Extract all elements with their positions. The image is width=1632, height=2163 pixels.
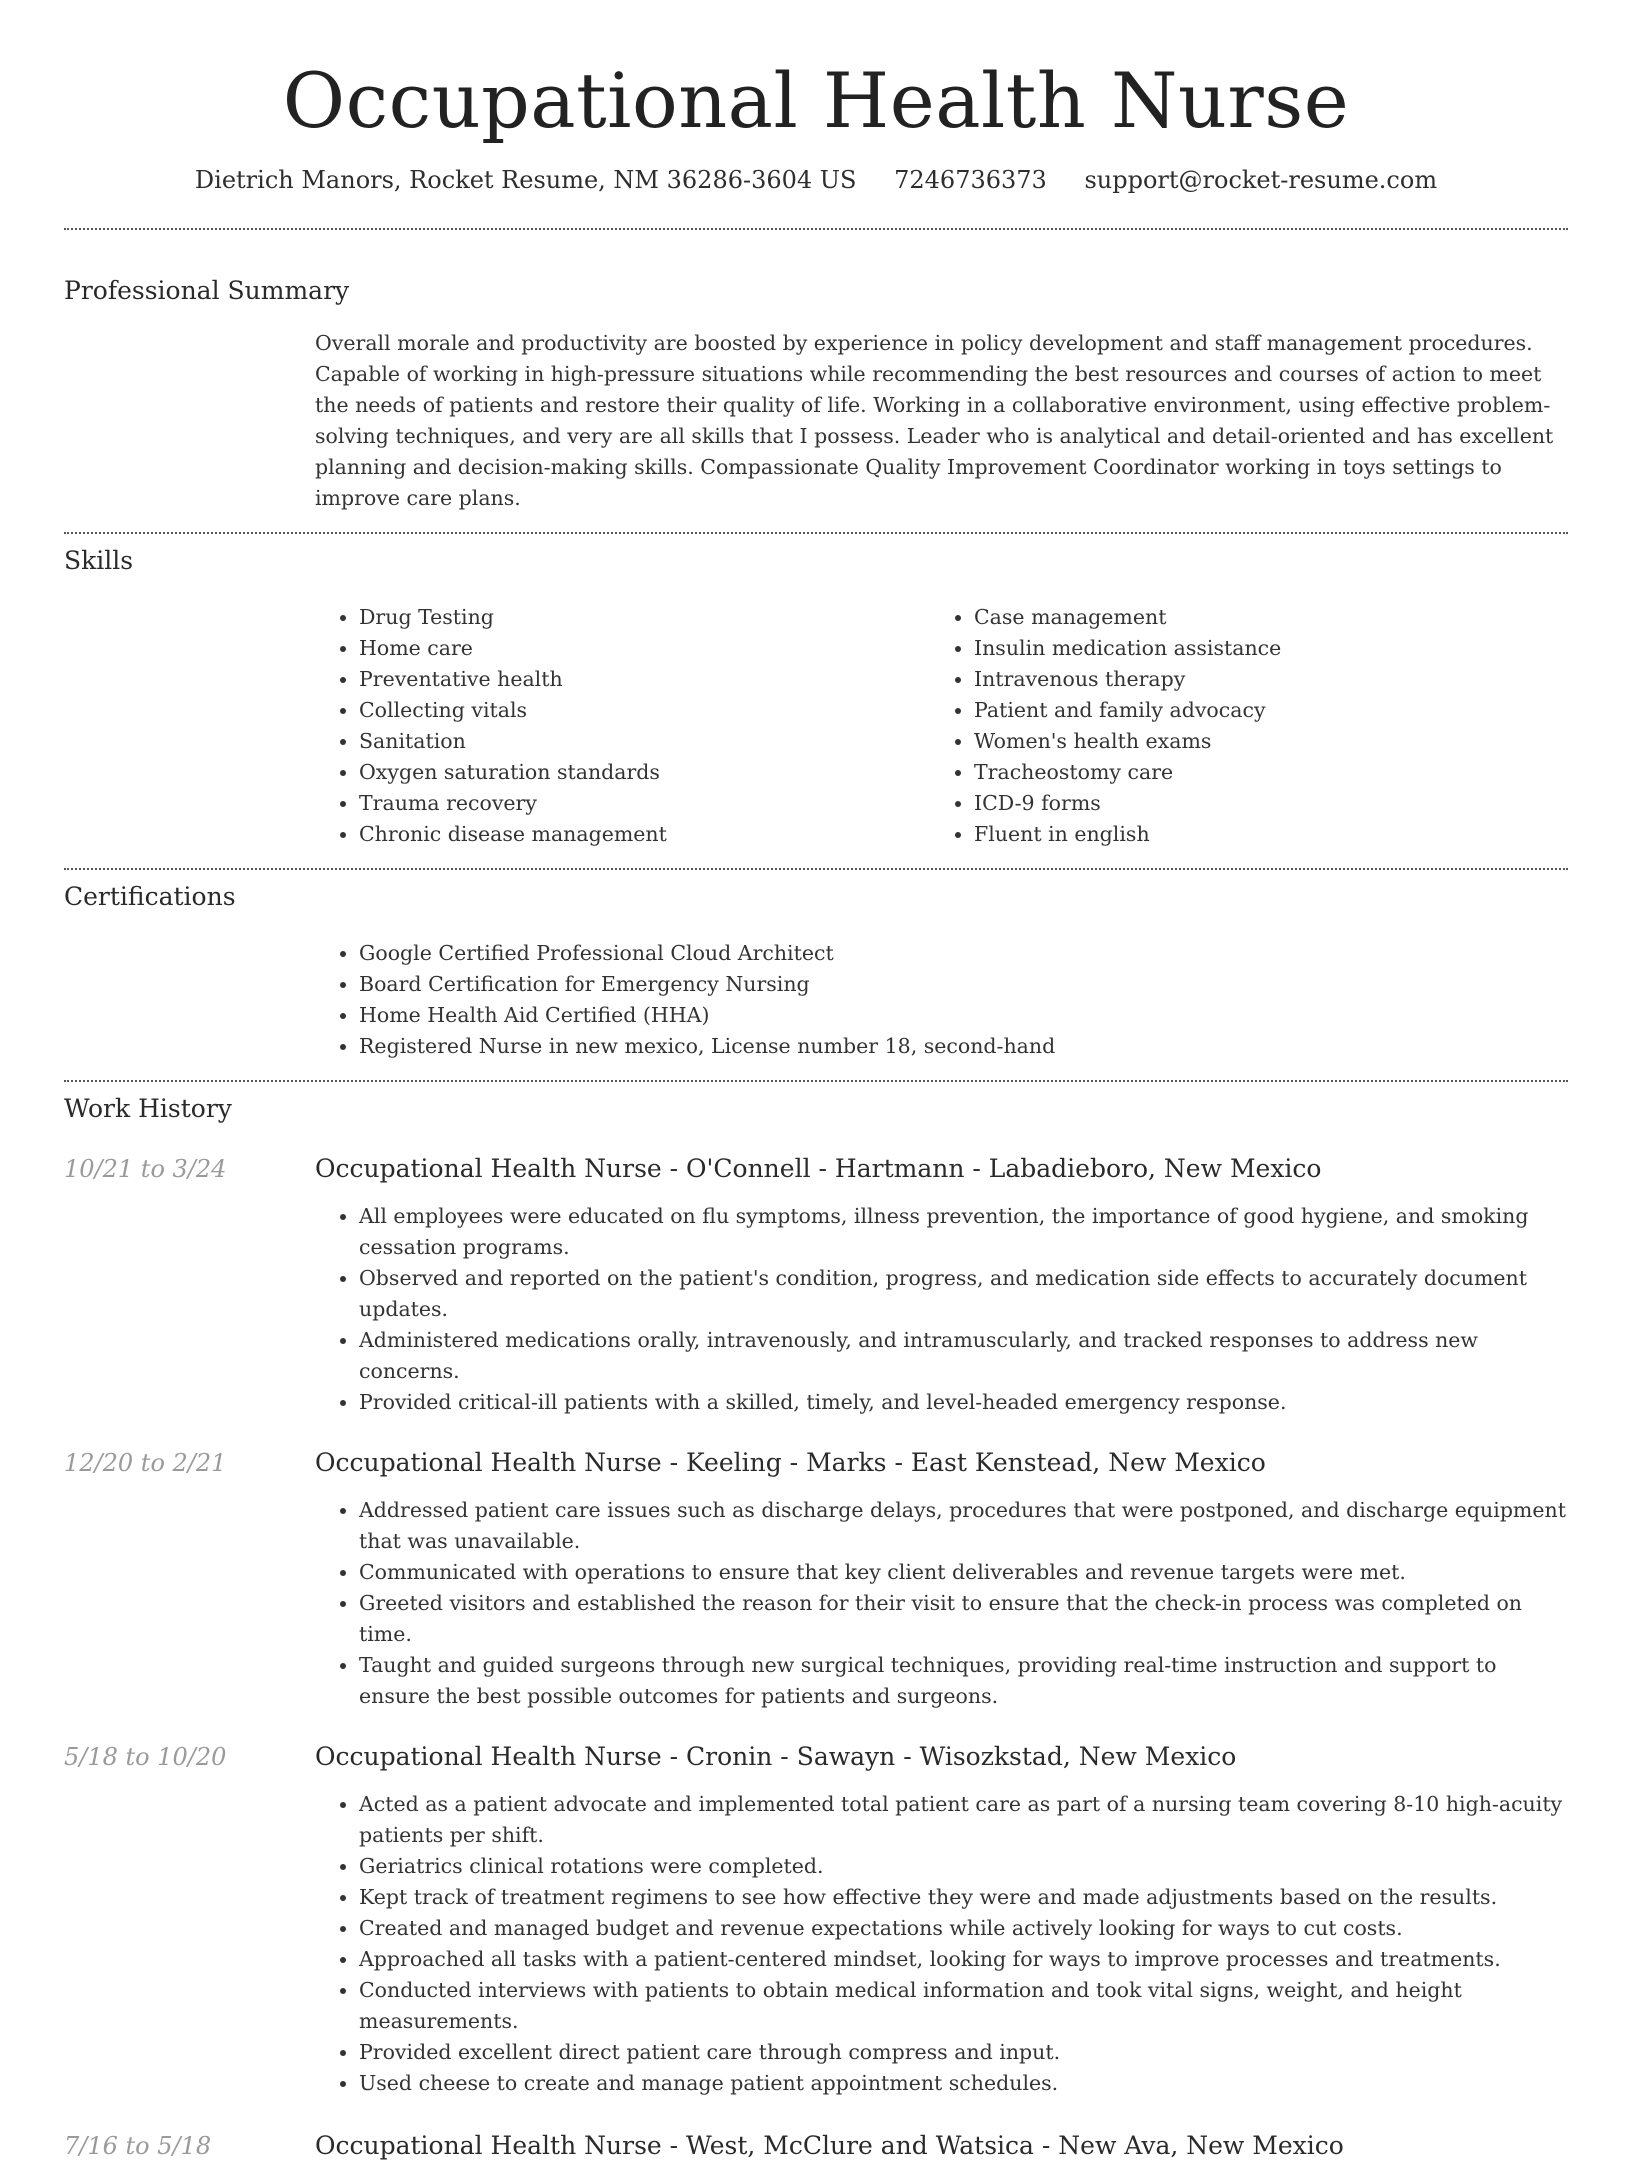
job-bullet: • Administered medications orally, intravenously, and intramuscularly, and tracked responses to address new concerns.	[359, 1325, 1568, 1387]
job-dates: 12/20 to 2/21	[64, 1449, 227, 1477]
job-bullet: • Acted as a patient advocate and implemented total patient care as part of a nursing team covering 8-10 high-acuity patients per shift.	[359, 1789, 1568, 1851]
skill-item: • Patient and family advocacy	[974, 695, 1545, 726]
section-title-skills: Skills	[64, 546, 134, 575]
skill-item: • ICD-9 forms	[974, 788, 1545, 819]
contact-email: support@rocket-resume.com	[1084, 166, 1438, 194]
job-bullet: • All employees were educated on flu symptoms, illness prevention, the importance of good hygiene, and smoking cessation programs.	[359, 1201, 1568, 1263]
section-divider	[64, 532, 1568, 534]
job-entry	[64, 1740, 1568, 2099]
skills-column-right	[930, 602, 1545, 850]
skills-list-left	[315, 602, 930, 850]
skill-item: • Oxygen saturation standards	[359, 757, 930, 788]
professional-summary-section	[64, 274, 1568, 514]
job-dates: 7/16 to 5/18	[64, 2132, 212, 2160]
job-entry	[64, 1446, 1568, 1712]
skill-item: • Home care	[359, 633, 930, 664]
certifications-content	[315, 938, 1568, 1062]
section-divider	[64, 228, 1568, 230]
certifications-list	[315, 938, 1568, 1062]
job-bullet: • Kept track of treatment regimens to see how effective they were and made adjustments based on the results.	[359, 1882, 1568, 1913]
skill-item: • Case management	[974, 602, 1545, 633]
job-details	[315, 1740, 1568, 2099]
job-entry	[64, 1152, 1568, 1418]
skill-item: • Preventative health	[359, 664, 930, 695]
job-bullet: • Created and managed budget and revenue expectations while actively looking for ways to cut costs.	[359, 1913, 1568, 1944]
job-bullets	[315, 1201, 1568, 1418]
resume-page	[64, 0, 1568, 2163]
skill-item: • Sanitation	[359, 726, 930, 757]
contact-address: Dietrich Manors, Rocket Resume, NM 36286-3604 US	[194, 166, 857, 194]
skill-item: • Intravenous therapy	[974, 664, 1545, 695]
skill-item: • Tracheostomy care	[974, 757, 1545, 788]
skill-item: • Trauma recovery	[359, 788, 930, 819]
section-title-work-history: Work History	[64, 1094, 232, 1123]
skills-section	[64, 544, 1568, 850]
skill-item: • Insulin medication assistance	[974, 633, 1545, 664]
job-bullet: • Conducted interviews with patients to obtain medical information and took vital signs, weight, and height measurements.	[359, 1975, 1568, 2037]
job-dates: 5/18 to 10/20	[64, 1743, 227, 1771]
job-details	[315, 1446, 1568, 1712]
job-title: Occupational Health Nurse - Keeling - Marks - East Kenstead, New Mexico	[315, 1448, 1266, 1477]
job-details	[315, 2129, 1568, 2163]
job-bullet: • Greeted visitors and established the reason for their visit to ensure that the check-in process was completed on time.	[359, 1588, 1568, 1650]
certification-item: • Board Certification for Emergency Nursing	[359, 969, 1568, 1000]
job-details	[315, 1152, 1568, 1418]
job-bullet: • Addressed patient care issues such as discharge delays, procedures that were postponed, and discharge equipment that was unavailable.	[359, 1495, 1568, 1557]
job-bullet: • Provided excellent direct patient care through compress and input.	[359, 2037, 1568, 2068]
job-title: Occupational Health Nurse - Cronin - Sawayn - Wisozkstad, New Mexico	[315, 1742, 1237, 1771]
certification-item: • Home Health Aid Certified (HHA)	[359, 1000, 1568, 1031]
job-bullet: • Provided critical-ill patients with a skilled, timely, and level-headed emergency response.	[359, 1387, 1568, 1418]
job-bullet: • Taught and guided surgeons through new surgical techniques, providing real-time instruction and support to ensure the best possible outcomes for patients and surgeons.	[359, 1650, 1568, 1712]
skills-column-left	[315, 602, 930, 850]
summary-text: Overall morale and productivity are boosted by experience in policy development and staff management procedures. Capable of working in high-pressure situations while recommending the best resources and courses of action to meet the needs of patients and restore their quality of life. Working in a collaborative environment, using effective problem-solving techniques, and very are all skills that I possess. Leader who is analytical and detail-oriented and has excellent planning and decision-making skills. Compassionate Quality Improvement Coordinator working in toys settings to improve care plans.	[315, 331, 1554, 510]
contact-phone: 7246736373	[894, 166, 1047, 194]
job-entry	[64, 2129, 1568, 2163]
job-bullet: • Communicated with operations to ensure that key client deliverables and revenue targets were met.	[359, 1557, 1568, 1588]
skill-item: • Drug Testing	[359, 602, 930, 633]
job-title: Occupational Health Nurse - O'Connell - Hartmann - Labadieboro, New Mexico	[315, 1154, 1322, 1183]
job-bullets	[315, 1789, 1568, 2099]
resume-name-heading: Occupational Health Nurse	[282, 56, 1350, 145]
job-bullet: • Observed and reported on the patient's condition, progress, and medication side effects to accurately document updates.	[359, 1263, 1568, 1325]
section-title-summary: Professional Summary	[64, 276, 350, 305]
certification-item: • Registered Nurse in new mexico, License number 18, second-hand	[359, 1031, 1568, 1062]
certifications-section	[64, 880, 1568, 1062]
skill-item: • Chronic disease management	[359, 819, 930, 850]
job-bullet: • Used cheese to create and manage patient appointment schedules.	[359, 2068, 1568, 2099]
certification-item: • Google Certified Professional Cloud Architect	[359, 938, 1568, 969]
job-bullet: • Approached all tasks with a patient-centered mindset, looking for ways to improve processes and treatments.	[359, 1944, 1568, 1975]
section-divider	[64, 868, 1568, 870]
skills-columns	[315, 602, 1568, 850]
job-bullets	[315, 1495, 1568, 1712]
work-history-section	[64, 1092, 1568, 2163]
job-dates: 10/21 to 3/24	[64, 1155, 227, 1183]
skill-item: • Fluent in english	[974, 819, 1545, 850]
skill-item: • Women's health exams	[974, 726, 1545, 757]
contact-line	[64, 164, 1568, 196]
section-title-certifications: Certifications	[64, 882, 236, 911]
job-title: Occupational Health Nurse - West, McClure and Watsica - New Ava, New Mexico	[315, 2131, 1344, 2160]
section-divider	[64, 1080, 1568, 1082]
job-bullet: • Geriatrics clinical rotations were completed.	[359, 1851, 1568, 1882]
skill-item: • Collecting vitals	[359, 695, 930, 726]
skills-list-right	[930, 602, 1545, 850]
